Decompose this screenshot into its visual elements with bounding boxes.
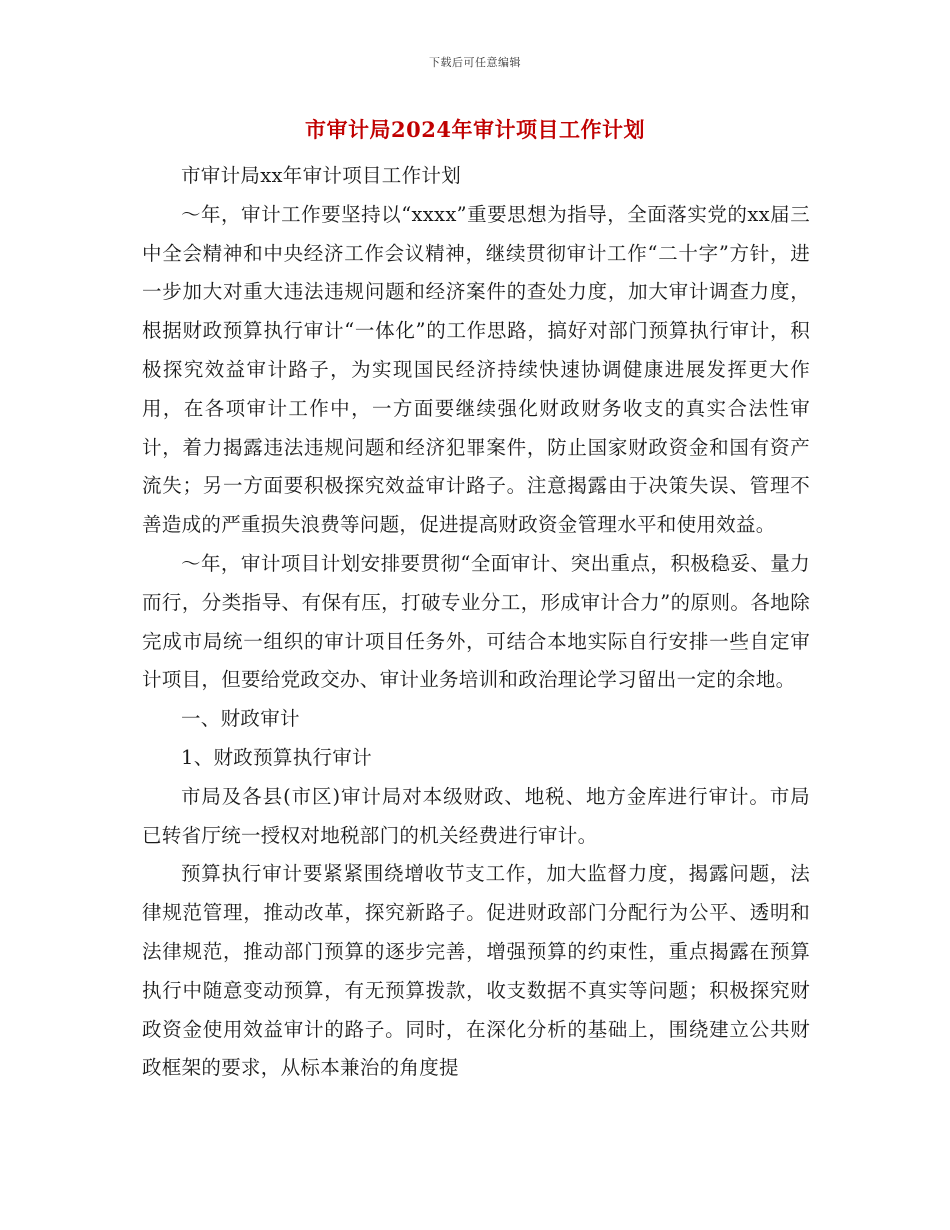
header-note: 下载后可任意编辑: [429, 56, 521, 69]
document-body: [142, 157, 810, 1088]
paragraph-audit-scope: 市局及各县(市区)审计局对本级财政、地税、地方金库进行审计。市局已转省厅统一授权对地税部门的机关经费进行审计。: [142, 784, 810, 847]
subsection-heading-budget-execution: 1、财政预算执行审计: [181, 745, 372, 769]
paragraph-subtitle: 市审计局xx年审计项目工作计划: [181, 164, 461, 187]
paragraph-intro: ～年，审计工作要坚持以“xxxx”重要思想为指导，全面落实党的xx届三中全会精神和中央经济工作会议精神，继续贯彻审计工作“二十字”方针，进一步加大对重大违法违规问题和经济案件的查处力度，加大审计调查力度，根据财政预算执行审计“一体化”的工作思路，搞好对部门预算执行审计，积极探究效益审计路子，为实现国民经济持续快速协调健康进展发挥更大作用，在各项审计工作中，一方面要继续强化财政财务收支的真实合法性审计，着力揭露违法违规问题和经济犯罪案件，防止国家财政资金和国有资产流失；另一方面要积极探究效益审计路子。注意揭露由于决策失误、管理不善造成的严重损失浪费等问题，促进提高财政资金管理水平和使用效益。: [142, 202, 810, 537]
paragraph-budget-execution: 预算执行审计要紧紧围绕增收节支工作，加大监督力度，揭露问题，法律规范管理，推动改革，探究新路子。促进财政部门分配行为公平、透明和法律规范，推动部门预算的逐步完善，增强预算的约束性，重点揭露在预算执行中随意变动预算，有无预算拨款，收支数据不真实等问题；积极探究财政资金使用效益审计的路子。同时，在深化分析的基础上，围绕建立公共财政框架的要求，从标本兼治的角度提: [142, 862, 810, 1080]
section-heading-finance-audit: 一、财政审计: [181, 707, 300, 731]
paragraph-principles: ～年，审计项目计划安排要贯彻“全面审计、突出重点，积极稳妥、量力而行，分类指导、有保有压，打破专业分工，形成审计合力”的原则。各地除完成市局统一组织的审计项目任务外，可结合本地实际自行安排一些自定审计项目，但要给党政交办、审计业务培训和政治理论学习留出一定的余地。: [142, 551, 810, 692]
document-title: 市审计局2024年审计项目工作计划: [305, 117, 645, 142]
